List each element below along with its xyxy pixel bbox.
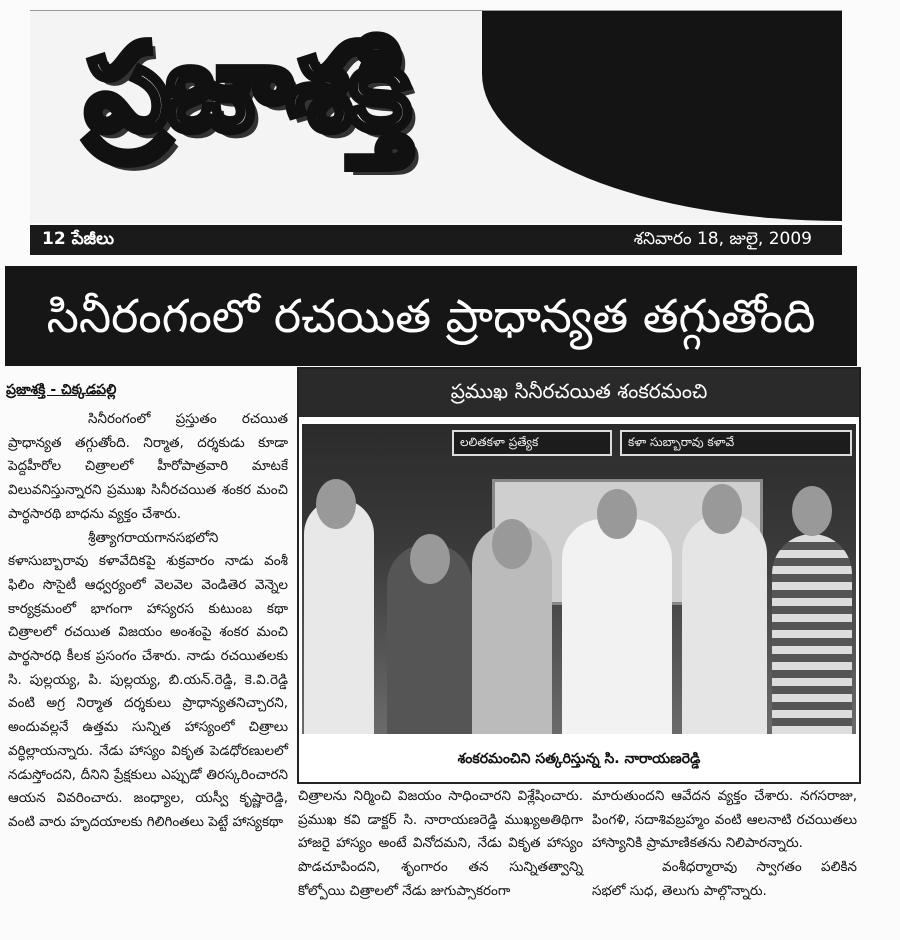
page-count: 12 పేజీలు bbox=[42, 229, 115, 249]
photo-heading: ప్రముఖ సినీరచయిత శంకరమంచి bbox=[299, 369, 859, 417]
paragraph: మారుతుందని ఆవేదన వ్యక్తం చేశారు. నగసరాజు, పింగళి, సదాశివబ్రహ్మం వంటి ఆలనాటి రచయితలు హాస్యానికి ప్రామాణికతను నిలిపారన్నారు. bbox=[592, 788, 857, 852]
issue-date: శనివారం 18, జులై, 2009 bbox=[633, 229, 812, 249]
article-column-2 bbox=[298, 785, 583, 904]
date-bar bbox=[30, 225, 842, 255]
newspaper-logo: ప్రజాశక్తి bbox=[85, 19, 408, 158]
event-photo bbox=[302, 424, 856, 734]
dateline: ప్రజాశక్తి - చిక్కడపల్లి bbox=[6, 382, 117, 398]
photo-caption: శంకరమంచిని సత్కరిస్తున్న సి. నారాయణరెడ్డి bbox=[457, 750, 701, 767]
person-head bbox=[597, 489, 637, 539]
person bbox=[772, 534, 852, 734]
paragraph: చిత్రాలను నిర్మించి విజయం సాధించారని విశ్లేషించారు. ప్రముఖ కవి డాక్టర్ సి. నారాయణరెడ్డి ముఖ్యఅతిథిగా హాజరై హాస్యం అంటే వినోదమని, నేడు వికృత హాస్యం పొడచూపిందని, శృంగారం తన సున్నితత్వాన్ని కోల్పోయి చిత్రాలలో నేడు జుగుప్సాకరంగా bbox=[298, 788, 583, 899]
masthead-swoosh bbox=[482, 11, 842, 221]
paragraph: సినీరంగంలో ప్రస్తుతం రచయిత ప్రాధాన్యత తగ్గుతోంది. నిర్మాత, దర్శకుడు కూడా పెద్దహీరోల చిత్రాలలో హీరోపాత్రవారి మాటకే విలువనిస్తున్నారని ప్రముఖ సినీరచయిత శంకర మంచి పార్థసారథి బాధను వ్యక్తం చేశారు. bbox=[8, 411, 288, 522]
person-head bbox=[316, 479, 356, 529]
article-column-1 bbox=[8, 408, 288, 835]
person-head bbox=[410, 534, 450, 584]
article-column-3 bbox=[592, 785, 857, 904]
person bbox=[682, 514, 767, 734]
photo-banner-right: కళా సుబ్బారావు కళావే bbox=[620, 430, 852, 456]
person-head bbox=[702, 484, 742, 534]
photo-banner-left: లలితకళా ప్రత్యేక bbox=[452, 430, 612, 456]
photo-box bbox=[297, 367, 861, 784]
person bbox=[562, 519, 672, 734]
paragraph: వంశీధర్మారావు స్వాగతం పలికిన సభలో సుధ, తెలుగు పాల్గొన్నారు. bbox=[592, 859, 857, 899]
person-head bbox=[792, 486, 832, 536]
masthead bbox=[30, 10, 842, 223]
headline: సినీరంగంలో రచయిత ప్రాధాన్యత తగ్గుతోంది bbox=[5, 266, 857, 366]
person bbox=[304, 499, 374, 734]
person-head bbox=[492, 519, 532, 569]
paragraph: శ్రీత్యాగరాయగానసభలోని కళాసుబ్బారావు కళావేదికపై శుక్రవారం నాడు వంశీ ఫిలిం సొసైటీ ఆధ్వర్యంలో వెలవెల వెండితెర వెన్నెల కార్యక్రమంలో భాగంగా హాస్యరస కుటుంబ కథా చిత్రాలలో రచయిత విజయం అంశంపై శంకర మంచి పార్థసారధి కీలక ప్రసంగం చేశారు. నాడు రచయితలకు సి. పుల్లయ్య, పి. పుల్లయ్య, బి.యన్.రెడ్డి, కె.వి.రెడ్డి వంటి అగ్ర నిర్మాత దర్శకులు ప్రాధాన్యతనిచ్చారని, అందువల్లనే ఉత్తమ సున్నిత హాస్యంలో చిత్రాలు వర్ధిల్లాయన్నారు. నేడు హాస్యం వికృత పెడధోరణులలో నడుస్తోందని, దీనిని ప్రేక్షకులు ఎప్పుడో తిరస్కరించారని ఆయన వివరించారు. జంధ్యాల, యస్వీ కృష్ణారెడ్డి, వంటి వారు హృదయాలకు గిలిగింతలు పెట్టే హాస్యకథా bbox=[8, 529, 288, 830]
